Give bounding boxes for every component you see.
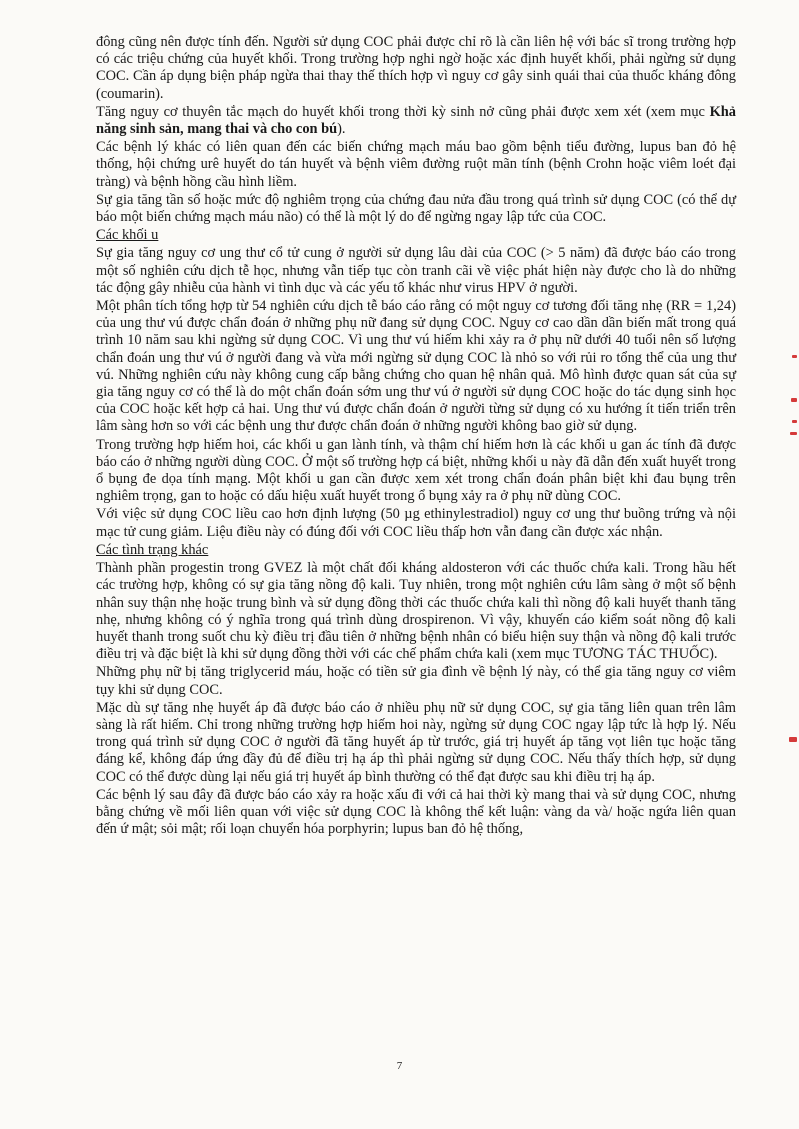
paragraph-text: Tăng nguy cơ thuyên tắc mạch do huyết khối trong thời kỳ sinh nở cũng phải được xem xét (xem mục bbox=[96, 103, 710, 120]
paragraph-breast-cancer: Một phân tích tổng hợp từ 54 nghiên cứu dịch tễ báo cáo rằng có một nguy cơ tương đối tăng nhẹ (RR = 1,24) của ung thư vú được chẩn đoán ở những phụ nữ đang sử dụng COC. Nguy cơ cao dần dần biến mất trong quá trình 10 năm sau khi ngừng sử dụng COC. Vì ung thư vú hiếm khi xảy ra ở phụ nữ dưới 40 tuổi nên số lượng chẩn đoán ung thư vú ở người đang và vừa mới ngừng sử dụng COC là nhỏ so với rủi ro tổng thể của ung thư vú. Những nghiên cứu này không cung cấp bằng chứng cho quan hệ nhân quả. Mô hình được quan sát của sự gia tăng nguy cơ có thể là do một chẩn đoán sớm ung thư vú ở người sử dụng COC hoặc do tác dụng sinh học của COC hoặc kết hợp cả hai. Ung thư vú được chẩn đoán ở người từng sử dụng có xu hướng ít tiến triển trên lâm sàng hơn so với các bệnh ung thư được chẩn đoán ở những người không bao giờ sử dụng. bbox=[96, 298, 736, 435]
paragraph-potassium: Thành phần progestin trong GVEZ là một chất đối kháng aldosteron với các thuốc chứa kali. Trong hầu hết các trường hợp, không có sự gia tăng nồng độ kali. Tuy nhiên, trong một nghiên cứu lâm sàng ở một số bệnh nhân suy thận nhẹ hoặc trung bình và sử dụng đồng thời các thuốc chứa kali thì nồng độ kali huyết thanh tăng nhẹ, nhưng không có ý nghĩa trong quá trình dùng drospirenon. Vì vậy, khuyến cáo kiểm soát nồng độ kali huyết thanh trong suốt chu kỳ điều trị đầu tiên ở những bệnh nhân có biểu hiện suy thận và nồng độ kali trước điều trị và đặc biệt là khi sử dụng đồng thời với các chế phẩm chứa kali (xem mục TƯƠNG TÁC THUỐC). bbox=[96, 560, 736, 663]
paragraph-liver-tumors: Trong trường hợp hiếm hoi, các khối u gan lành tính, và thậm chí hiếm hơn là các khối u gan ác tính đã được báo cáo ở những người dùng COC. Ở một số trường hợp cá biệt, những khối u này đã dẫn đến xuất huyết trong ổ bụng đe dọa tính mạng. Một khối u gan cần được xem xét trong chẩn đoán phân biệt khi đau bụng trên nghiêm trọng, gan to hoặc có dấu hiệu xuất huyết trong ổ bụng xảy ra ở phụ nữ dùng COC. bbox=[96, 436, 736, 505]
stamp-mark bbox=[790, 432, 797, 435]
page-number: 7 bbox=[396, 1060, 403, 1072]
heading-tumors: Các khối u bbox=[96, 227, 159, 244]
paragraph-vascular-conditions: Các bệnh lý khác có liên quan đến các biến chứng mạch máu bao gồm bệnh tiểu đường, lupus ban đỏ hệ thống, hội chứng urê huyết do tán huyết và bệnh viêm đường ruột mãn tính (bệnh Crohn hoặc viêm loét đại tràng) và bệnh hồng cầu hình liềm. bbox=[96, 139, 736, 190]
stamp-mark bbox=[791, 398, 797, 402]
paragraph-cervical-cancer: Sự gia tăng nguy cơ ung thư cổ tử cung ở người sử dụng lâu dài của COC (> 5 năm) đã được báo cáo trong một số nghiên cứu dịch tễ học, nhưng vẫn tiếp tục còn tranh cãi về việc phát hiện này được cho là do những tác động gây nhiễu của hành vi tình dục và các yếu tố khác như virus HPV ở người. bbox=[96, 245, 736, 296]
paragraph-migraine: Sự gia tăng tần số hoặc mức độ nghiêm trọng của chứng đau nửa đầu trong quá trình sử dụng COC (có thể dự báo một biến chứng mạch máu não) có thể là một lý do để ngừng ngay lập tức của COC. bbox=[96, 191, 736, 226]
paragraph-triglycerides: Những phụ nữ bị tăng triglycerid máu, hoặc có tiền sử gia đình về bệnh lý này, có thể gia tăng nguy cơ viêm tụy khi sử dụng COC. bbox=[96, 664, 736, 698]
paragraph-thromboembolism-risk bbox=[96, 104, 736, 138]
paragraph-thrombosis-contact: đông cũng nên được tính đến. Người sử dụng COC phải được chỉ rõ là cần liên hệ với bác sĩ trong trường hợp có các triệu chứng của huyết khối. Trong trường hợp nghi ngờ hoặc xác định huyết khối, phải ngừng sử dụng COC. Cần áp dụng biện pháp ngừa thai thay thế thích hợp vì nguy cơ gây sinh quái thai của thuốc kháng đông (coumarin). bbox=[96, 34, 736, 102]
paragraph-ovarian-cancer: Với việc sử dụng COC liều cao hơn định lượng (50 µg ethinylestradiol) nguy cơ ung thư buồng trứng và nội mạc tử cung giảm. Liệu điều này có đúng đối với COC liều thấp hơn vẫn đang cần được xác nhận. bbox=[96, 506, 736, 540]
heading-other-conditions: Các tình trạng khác bbox=[96, 541, 209, 558]
paragraph-text: ). bbox=[337, 121, 346, 138]
paragraph-hypertension: Mặc dù sự tăng nhẹ huyết áp đã được báo cáo ở nhiều phụ nữ sử dụng COC, sự gia tăng liên quan trên lâm sàng là rất hiếm. Chỉ trong những trường hợp hiếm hoi này, ngừng sử dụng COC ngay lập tức là hợp lý. Nếu trong quá trình sử dụng COC ở người đã tăng huyết áp từ trước, giá trị huyết áp tăng vọt liên tục hoặc tăng đáng kể, không đáp ứng đầy đủ để điều trị hạ áp thì phải ngừng sử dụng COC. Nếu thấy thích hợp, sử dụng COC có thể được dùng lại nếu giá trị huyết áp bình thường có thể đạt được sau khi điều trị hạ áp. bbox=[96, 699, 736, 785]
stamp-mark bbox=[792, 420, 797, 423]
document-body bbox=[96, 34, 736, 839]
cross-reference-section: Khả năng sinh sản, mang thai và cho con bú bbox=[96, 103, 736, 138]
stamp-mark bbox=[792, 355, 797, 358]
stamp-mark bbox=[789, 737, 797, 742]
paragraph-pregnancy-conditions: Các bệnh lý sau đây đã được báo cáo xảy ra hoặc xấu đi với cả hai thời kỳ mang thai và sử dụng COC, nhưng bằng chứng về mối liên quan với việc sử dụng COC là không thể kết luận: vàng da và/ hoặc ngứa liên quan đến ứ mật; sỏi mật; rối loạn chuyển hóa porphyrin; lupus ban đỏ hệ thống, bbox=[96, 786, 736, 838]
